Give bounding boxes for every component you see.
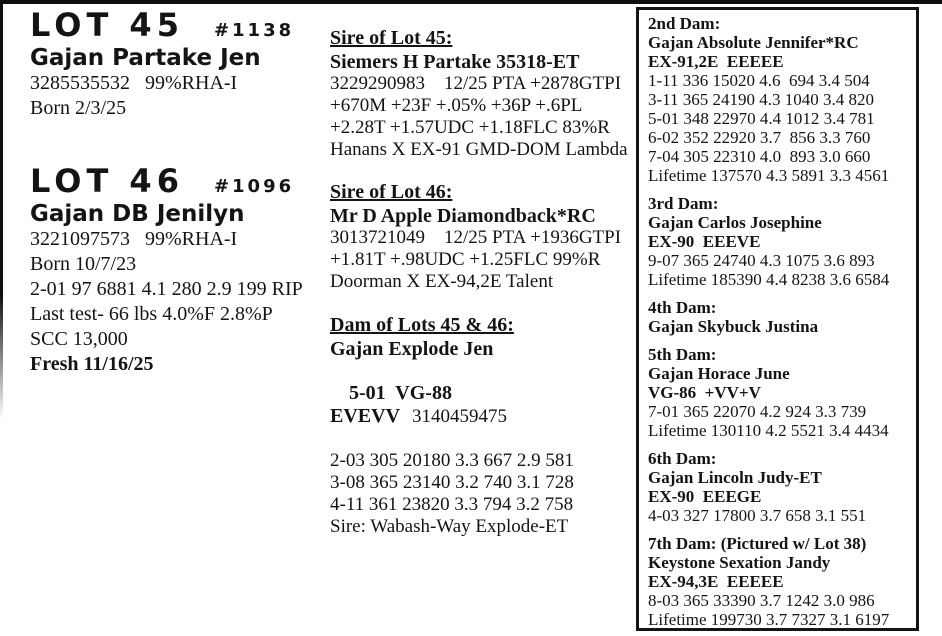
text-line: 1-11 336 15020 4.6 694 3.4 504 [648,71,870,90]
sire-name: Mr D Apple Diamondback*RC [330,205,596,227]
sire-name: Siemers H Partake 35318-ET [330,51,580,73]
lot-info-lines [30,71,325,121]
dam-heading: 5th Dam: [648,345,717,364]
text-line: +2.28T +1.57UDC +1.18FLC 83%R [330,117,610,138]
text-line: Lifetime 137570 4.3 5891 3.3 4561 [648,166,890,185]
lot-tag-number: #1096 [213,176,295,197]
text-line: Last test- 66 lbs 4.0%F 2.8%P [30,303,273,325]
lot-number-title: LOT 46 [30,162,184,200]
lot-header [30,6,325,44]
text-line: 2-03 305 20180 3.3 667 2.9 581 [330,450,574,471]
lot-number-title: LOT 45 [30,6,184,44]
dam-section-5th [648,345,911,440]
dam-score-line [330,360,632,450]
text-line: +670M +23F +.05% +36P +.6PL [330,95,583,116]
dam-heading: 6th Dam: [648,449,717,468]
text-line: 8-03 365 33390 3.7 1242 3.0 986 [648,591,875,610]
text-line: 4-03 327 17800 3.7 658 3.1 551 [648,506,867,525]
animal-name: Gajan Partake Jen [30,45,261,71]
dam-classification: 5-01 VG-88 EVEVV [330,382,462,427]
text-line: 3-08 365 23140 3.2 740 3.1 728 [330,472,574,493]
lot-tag-number: #1138 [213,20,295,41]
dam-records [648,251,911,289]
maternal-line-box [636,7,919,631]
text-line: 3-11 365 24190 4.3 1040 3.4 820 [648,90,875,109]
dam-section-7th [648,534,911,629]
lot-block-46 [30,162,325,377]
lot-header [30,162,325,200]
dam-of-lots-section [330,313,632,538]
dam-classification: EX-91,2E EEEEE [648,52,784,71]
text-line: 7-04 305 22310 4.0 893 3.0 660 [648,147,871,166]
dam-heading: 3rd Dam: [648,194,719,213]
dam-heading: 2nd Dam: [648,14,721,33]
dam-name: Gajan Carlos Josephine [648,213,822,232]
dam-name: Gajan Absolute Jennifer*RC [648,33,859,52]
text-line: +1.81T +.98UDC +1.25FLC 99%R [330,249,601,270]
text-line: 9-07 365 24740 4.3 1075 3.6 893 [648,251,875,270]
dam-records [648,402,911,440]
text-line: Lifetime 185390 4.4 8238 3.6 6584 [648,270,890,289]
text-line: 3285535532 99%RHA-I [30,72,238,94]
animal-name: Gajan DB Jenilyn [30,201,245,227]
dam-records [648,506,911,525]
text-line: Born 10/7/23 [30,253,137,275]
section-heading: Sire of Lot 45: [330,27,453,49]
text-line: 7-01 365 22070 4.2 924 3.3 739 [648,402,867,421]
dam-section-2nd [648,14,911,185]
text-line: Born 2/3/25 [30,97,127,119]
dam-section-4th [648,298,911,336]
dam-classification: EX-90 EEEGE [648,487,762,506]
dam-heading: 4th Dam: [648,298,717,317]
text-line: 2-01 97 6881 4.1 280 2.9 199 RIP [30,278,303,300]
text-line: Lifetime 199730 3.7 7327 3.1 6197 [648,610,890,629]
dam-record-lines [330,450,632,538]
text-line: 6-02 352 22920 3.7 856 3.3 760 [648,128,871,147]
dam-name: Keystone Sexation Jandy [648,553,831,572]
text-line: SCC 13,000 [30,328,128,350]
dam-classification: EX-90 EEEVE [648,232,761,251]
text-line: Lifetime 130110 4.2 5521 3.4 4434 [648,421,889,440]
text-line: 4-11 361 23820 3.3 794 3.2 758 [330,494,574,515]
lot-block-45 [30,6,325,121]
text-line: 3229290983 12/25 PTA +2878GTPI [330,73,622,94]
dam-name: Gajan Explode Jen [330,338,494,360]
sire-of-lot-45-section [330,26,632,161]
page-top-border [0,0,942,4]
dam-heading: 7th Dam: (Pictured w/ Lot 38) [648,534,867,553]
section-heading: Sire of Lot 46: [330,181,453,203]
text-line: 3221097573 99%RHA-I [30,228,238,250]
dam-section-3rd [648,194,911,289]
text-line: Sire: Wabash-Way Explode-ET [330,516,569,537]
dam-section-6th [648,449,911,525]
dam-records [648,591,911,629]
lot-info-lines [30,227,325,352]
text-line: 5-01 348 22970 4.4 1012 3.4 781 [648,109,875,128]
text-line: 3013721049 12/25 PTA +1936GTPI [330,227,622,248]
dam-records [648,71,911,185]
text-line: Hanans X EX-91 GMD-DOM Lambda [330,139,628,160]
sire-of-lot-46-section [330,180,632,293]
dam-classification: VG-86 +VV+V [648,383,761,402]
text-line: Doorman X EX-94,2E Talent [330,271,554,292]
dam-registration-number: 3140459475 [412,406,508,427]
dam-name: Gajan Horace June [648,364,790,383]
section-heading: Dam of Lots 45 & 46: [330,314,514,336]
dam-name: Gajan Skybuck Justina [648,317,819,336]
page-left-border [0,0,3,420]
dam-classification: EX-94,3E EEEEE [648,572,784,591]
fresh-date-line: Fresh 11/16/25 [30,353,154,375]
sire-detail-lines [330,227,632,293]
dam-name: Gajan Lincoln Judy-ET [648,468,822,487]
sire-detail-lines [330,73,632,161]
